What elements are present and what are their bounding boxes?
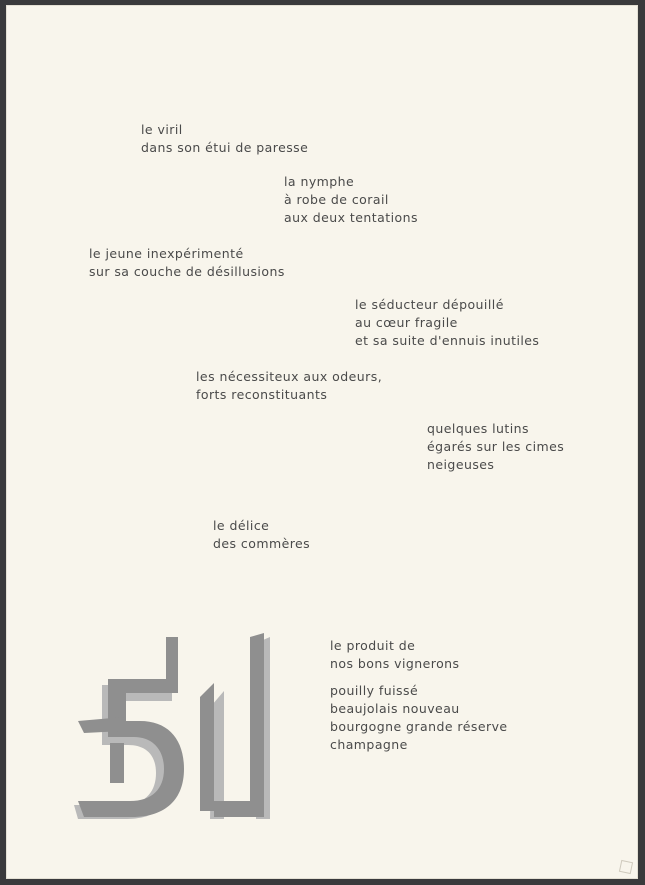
stanza-line: dans son étui de paresse [141, 140, 309, 155]
stanza-line: aux deux tentations [284, 210, 418, 225]
stanza-quelques-lutins [427, 420, 564, 474]
wine-item: beaujolais nouveau [330, 701, 460, 716]
logo-numeral [78, 633, 264, 817]
stanza-line: forts reconstituants [196, 387, 328, 402]
stanza-line: le jeune inexpérimenté [89, 246, 244, 261]
stanza-la-nymphe [284, 173, 418, 227]
stanza-line: les nécessiteux aux odeurs, [196, 369, 383, 384]
menu-sheet [6, 5, 638, 879]
wine-item: champagne [330, 737, 408, 752]
stanza-line: la nymphe [284, 174, 355, 189]
stanza-le-seducteur [355, 296, 539, 350]
wine-item: bourgogne grande réserve [330, 719, 508, 734]
stanza-line: le délice [213, 518, 270, 533]
stanza-line: le séducteur dépouillé [355, 297, 504, 312]
stanza-line: neigeuses [427, 457, 495, 472]
corner-stamp-icon [619, 860, 633, 874]
stanza-line: sur sa couche de désillusions [89, 264, 285, 279]
stanza-le-jeune [89, 245, 285, 281]
stanza-les-necessiteux [196, 368, 382, 404]
wine-item: pouilly fuissé [330, 683, 419, 698]
stanza-line: le produit de [330, 638, 416, 653]
numeral-51-logo [64, 633, 284, 833]
stanza-line: au cœur fragile [355, 315, 458, 330]
stanza-line: le viril [141, 122, 183, 137]
stanza-line: à robe de corail [284, 192, 389, 207]
stanza-le-produit [330, 637, 460, 673]
stanza-le-viril [141, 121, 308, 157]
stanza-line: égarés sur les cimes [427, 439, 565, 454]
stanza-wine-list [330, 682, 508, 754]
stanza-line: des commères [213, 536, 311, 551]
stanza-le-delice [213, 517, 310, 553]
stanza-line: nos bons vignerons [330, 656, 460, 671]
stanza-line: quelques lutins [427, 421, 530, 436]
stanza-line: et sa suite d'ennuis inutiles [355, 333, 540, 348]
